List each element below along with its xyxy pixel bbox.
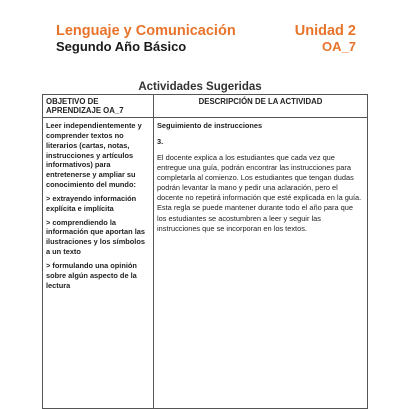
objective-point-3: > formulando una opinión sobre algún aspecto de la lectura bbox=[46, 260, 137, 290]
col-description-header: DESCRIPCIÓN DE LA ACTIVIDAD bbox=[154, 95, 368, 118]
subject-title: Lenguaje y Comunicación bbox=[56, 23, 236, 39]
grade-subtitle: Segundo Año Básico bbox=[56, 39, 187, 54]
oa-code: OA_7 bbox=[322, 39, 356, 54]
col-objective-header: OBJETIVO DE APRENDIZAJE OA_7 bbox=[43, 95, 154, 118]
activities-table bbox=[42, 94, 368, 409]
section-title: Actividades Sugeridas bbox=[138, 81, 262, 93]
activity-title: Seguimiento de instrucciones bbox=[157, 121, 263, 130]
objective-point-2: > comprendiendo la información que aportan las ilustraciones y los símbolos a un texto bbox=[46, 217, 145, 257]
unit-label: Unidad 2 bbox=[294, 23, 356, 39]
objective-point-1: > extrayendo información explícita e implícita bbox=[46, 193, 137, 213]
objective-main: Leer independientemente y comprender textos no literarios (cartas, notas, instrucciones y artículos informativos) para entretenerse y ampliar su conocimiento del mundo: bbox=[46, 121, 142, 190]
activity-text: El docente explica a los estudiantes que cada vez que entregue una guía, podrán encontrar las instrucciones para completarla al comienzo. Los estudiantes que tengan dudas podrán levantar la mano y pedir una aclaración, pero el docente no repetirá información que esté explicada en la guía. Esta regla se puede mantener durante todo el año para que los estudiantes se acostumbren a leer y seguir las instrucciones que se incorporan en los textos. bbox=[157, 153, 362, 233]
table-row bbox=[43, 118, 368, 409]
description-cell bbox=[154, 118, 368, 409]
table-header-row bbox=[43, 95, 368, 118]
objective-cell bbox=[43, 118, 154, 409]
activity-number: 3. bbox=[157, 137, 164, 147]
